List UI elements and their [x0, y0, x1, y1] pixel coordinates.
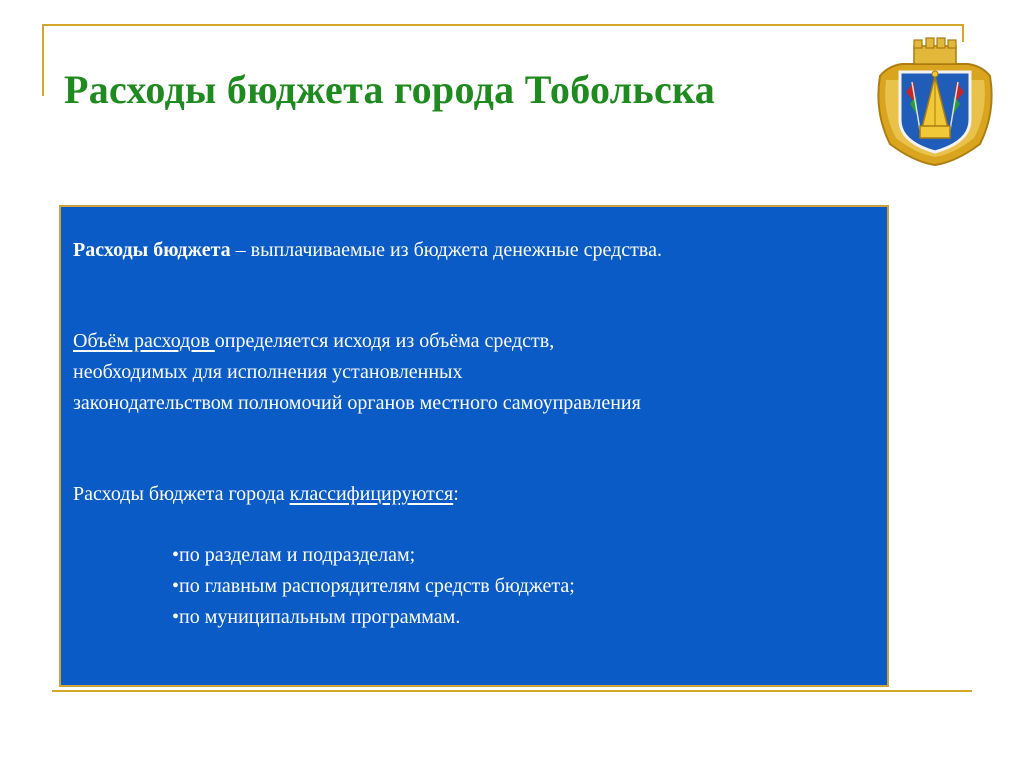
classify-term: классифицируются	[289, 483, 454, 505]
classify-suffix: :	[453, 483, 459, 505]
list-item: •по главным распорядителям средств бюджета;	[172, 575, 575, 597]
volume-term: Объём расходов	[73, 330, 215, 352]
frame-left-line	[42, 24, 44, 96]
volume-line-3: законодательством полномочий органов местного самоуправления	[73, 392, 641, 414]
classification-list	[172, 540, 575, 633]
volume-line-2: необходимых для исполнения установленных	[73, 361, 463, 383]
list-item: •по муниципальным программам.	[172, 606, 461, 628]
classify-prefix: Расходы бюджета города	[73, 483, 290, 505]
frame-bottom-line	[52, 690, 972, 692]
list-item: •по разделам и подразделам;	[172, 544, 416, 566]
frame-top-line	[42, 24, 964, 26]
definition-paragraph	[73, 235, 662, 266]
volume-text-1: определяется исходя из объёма средств,	[214, 330, 555, 352]
classify-paragraph	[73, 479, 459, 510]
coat-of-arms-icon	[870, 32, 1000, 166]
slide-title: Расходы бюджета города Тобольска	[64, 67, 716, 112]
content-panel	[59, 205, 889, 687]
definition-text: – выплачиваемые из бюджета денежные средства.	[230, 239, 662, 261]
definition-term: Расходы бюджета	[73, 239, 231, 261]
volume-line-1	[73, 326, 554, 357]
